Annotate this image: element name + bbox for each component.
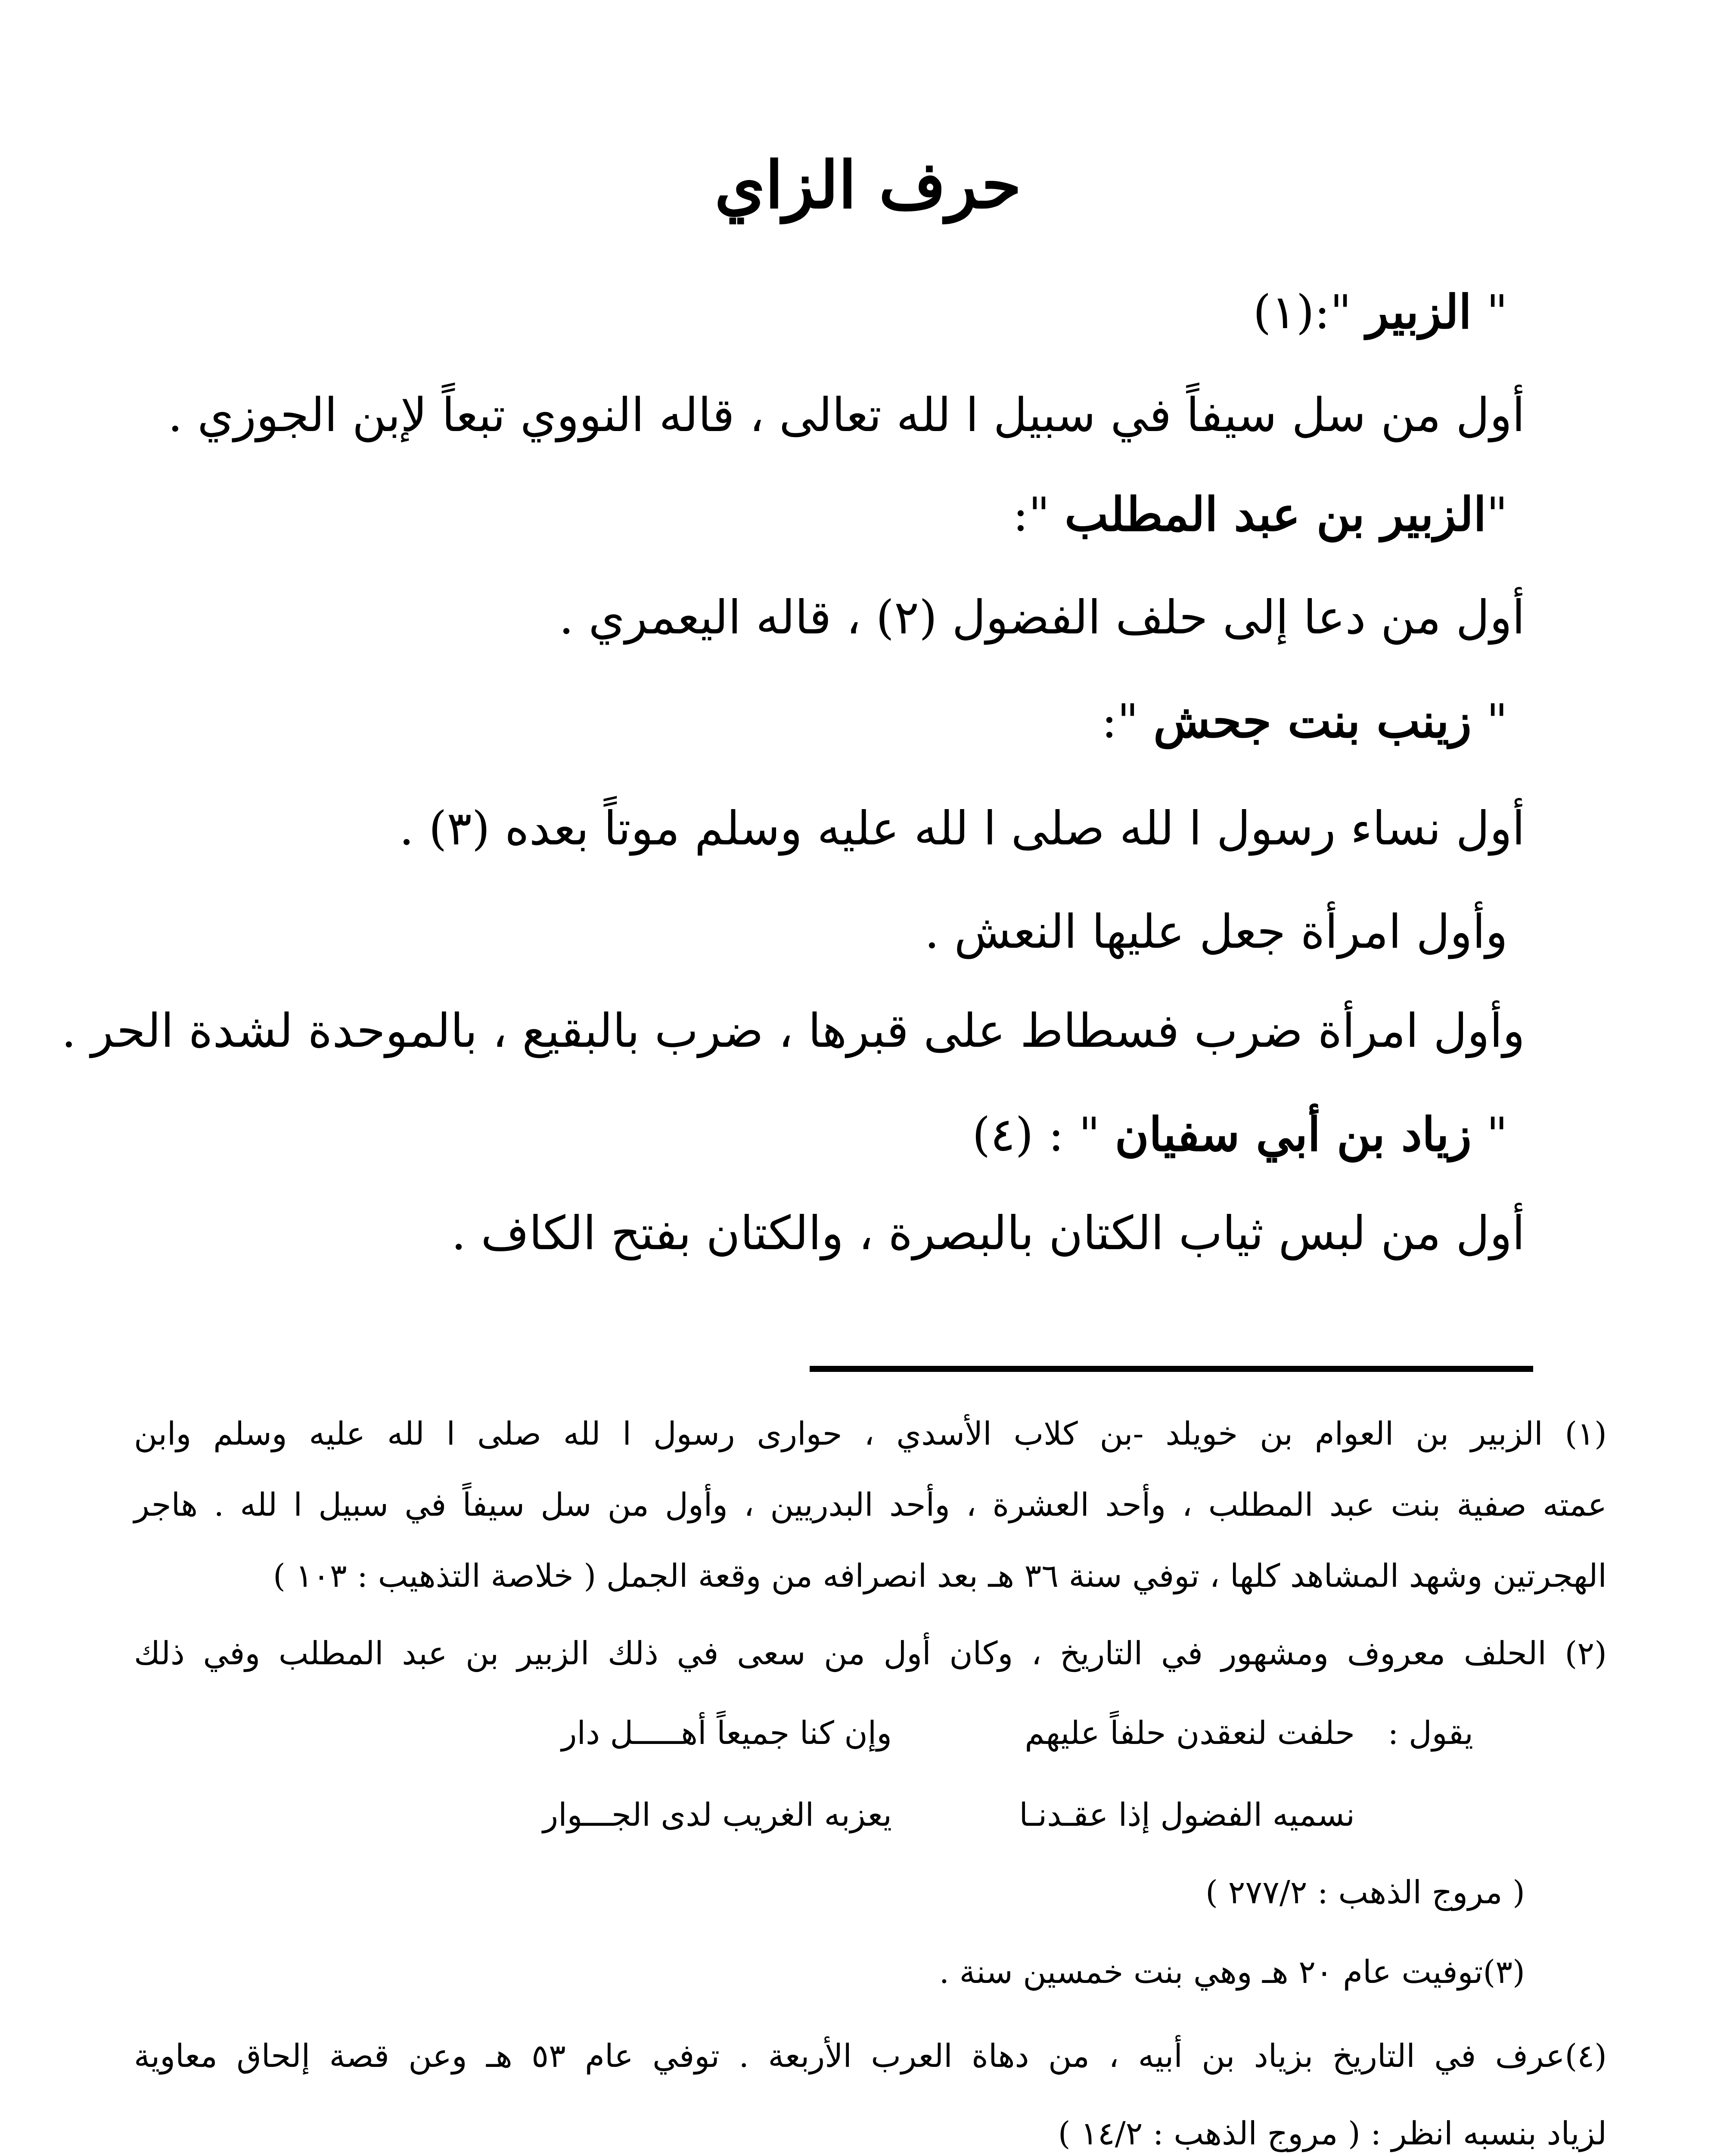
footnote-line: (٣)توفيت عام ٢٠ هـ وهي بنت خمسين سنة . — [939, 1954, 1525, 1991]
verse-second-hemistich: يعزبه الغريب لدى الجـــوار — [543, 1796, 892, 1833]
entry-heading-zubair — [1253, 276, 1508, 349]
footnote-line: (١) الزبير بن العوام بن خويلد -بن كلاب الأسدي ، حوارى رسول ا لله صلى ا لله عليه وسلم وابن — [134, 1415, 1607, 1452]
heading-close: " : (٤) — [972, 1108, 1115, 1162]
footnote-line: عمته صفية بنت عبد المطلب ، وأحد العشرة ، وأحد البدريين ، وأول من سل سيفاً في سبيل ا لله . هاجر — [134, 1486, 1607, 1523]
heading-open-quote: " — [1471, 285, 1508, 339]
entry-text-line: أول نساء رسول ا لله صلى ا لله عليه وسلم موتاً بعده (٣) . — [399, 802, 1525, 856]
heading-name: زياد بن أبي سفيان — [1115, 1108, 1472, 1162]
footnote-separator — [810, 1366, 1533, 1372]
heading-close: ": — [1012, 488, 1065, 542]
heading-name: الزبير بن عبد المطلب — [1065, 487, 1487, 542]
heading-open-quote: " — [1471, 695, 1508, 748]
verse-intro: يقول : — [1388, 1715, 1473, 1752]
footnote-line: (٢) الحلف معروف ومشهور في التاريخ ، وكان أول من سعى في ذلك الزبير بن عبد المطلب وفي ذلك — [134, 1635, 1607, 1672]
footnote-source: ( مروج الذهب : ٢٧٧/٢ ) — [1205, 1874, 1525, 1911]
verse-first-hemistich: نسميه الفضول إذا عقـدنـا — [1019, 1796, 1355, 1833]
entry-text-line: أول من سل سيفاً في سبيل ا لله تعالى ، قاله النووي تبعاً لإبن الجوزي . — [168, 388, 1525, 442]
entry-text-line: أول من لبس ثياب الكتان بالبصرة ، والكتان بفتح الكاف . — [451, 1207, 1525, 1260]
footnote-line: (٤)عرف في التاريخ بزياد بن أبيه ، من دهاة العرب الأربعة . توفي عام ٥٣ هـ وعن قصة إلحاق معاوية — [134, 2038, 1607, 2075]
footnote-line: لزياد بنسبه انظر : ( مروج الذهب : ١٤/٢ ) — [1058, 2115, 1607, 2152]
page-title: حرف الزاي — [714, 147, 1022, 223]
entry-text-line: أول من دعا إلى حلف الفضول (٢) ، قاله اليعمري . — [559, 591, 1525, 645]
verse-first-hemistich: حلفت لنعقدن حلفاً عليهم — [1025, 1715, 1355, 1752]
entry-heading-zaynab-bint-jahsh — [1102, 685, 1508, 758]
heading-open-quote: " — [1486, 488, 1508, 542]
entry-text-line: وأول امرأة ضرب فسطاط على قبرها ، ضرب بالبقيع ، بالموحدة لشدة الحر . — [61, 1004, 1525, 1058]
entry-text-line: وأول امرأة جعل عليها النعش . — [924, 905, 1508, 959]
footnote-line: الهجرتين وشهد المشاهد كلها ، توفي سنة ٣٦ هـ بعد انصرافه من وقعة الجمل ( خلاصة التذهيب : ١٠٣ ) — [273, 1557, 1607, 1595]
entry-heading-ziyad-bin-abi-sufyan — [972, 1098, 1508, 1172]
heading-name: زينب بنت جحش — [1153, 694, 1472, 748]
verse-second-hemistich: وإن كنا جميعاً أهـــــل دار — [561, 1715, 892, 1752]
heading-name: الزبير — [1366, 285, 1472, 339]
heading-open-quote: " — [1471, 1108, 1508, 1162]
heading-close: ": — [1101, 695, 1154, 748]
heading-close: ":(١) — [1253, 285, 1366, 339]
entry-heading-zubair-bin-abdulmuttalib — [1013, 478, 1508, 552]
